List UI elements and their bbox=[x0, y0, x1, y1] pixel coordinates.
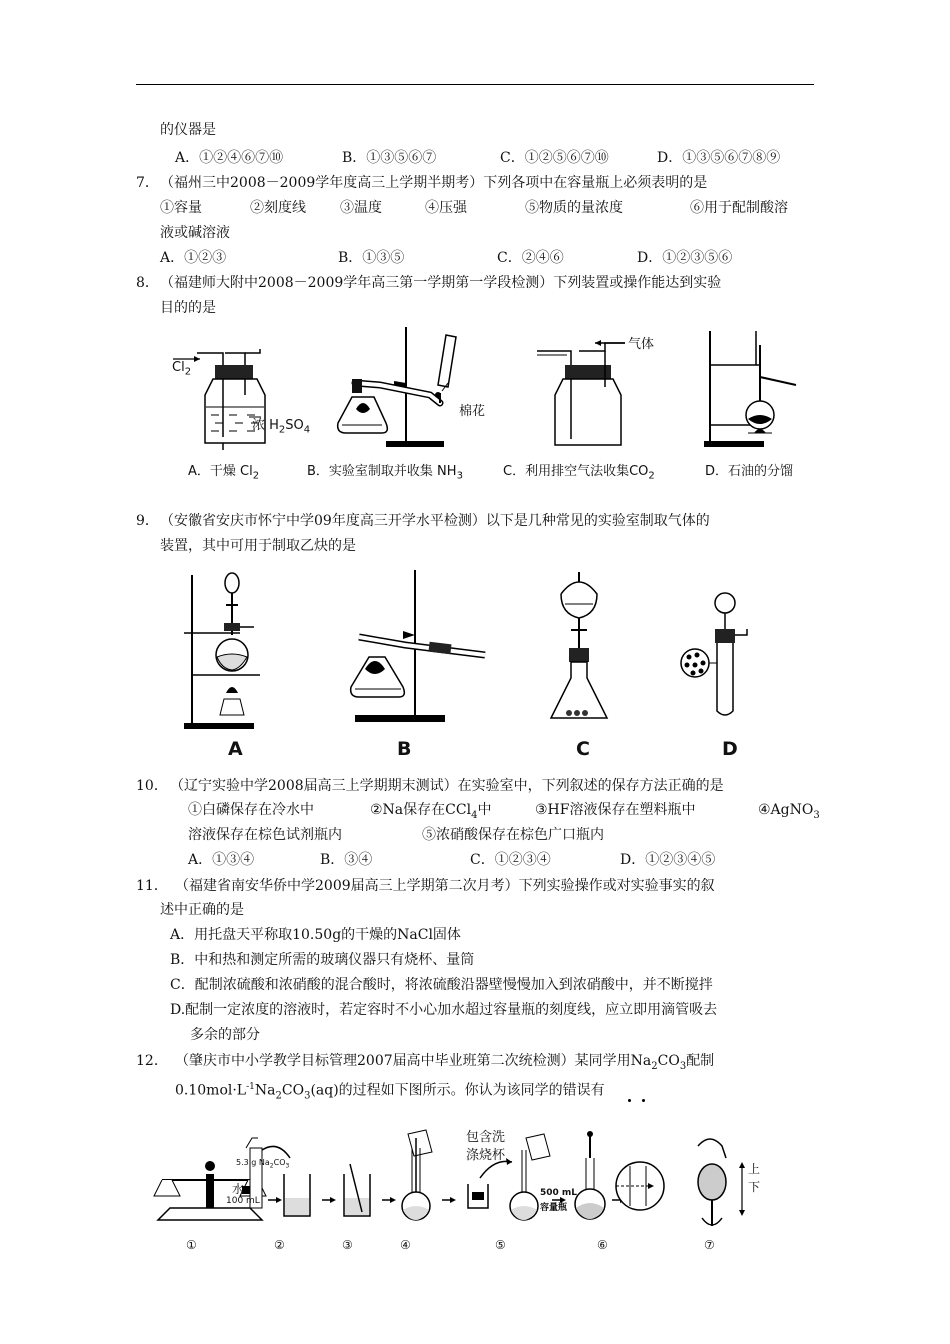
q6-option-b: B．①③⑤⑥⑦ bbox=[342, 150, 437, 166]
q7-stem: （福州三中2008－2009学年度高三上学期半期考）下列各项中在容量瓶上必须表明的是 bbox=[160, 175, 708, 191]
q10-item-3: ③HF溶液保存在塑料瓶中 bbox=[535, 802, 696, 818]
q10-item-4: ④AgNO$_3$ bbox=[758, 802, 820, 821]
q10-option-b: B．③④ bbox=[320, 852, 373, 868]
q11-option-a: A．用托盘天平称取10.50g的干燥的NaCl固体 bbox=[170, 927, 461, 943]
q8-stem-cont: 目的的是 bbox=[160, 300, 216, 316]
q8-cotton-label: 棉花 bbox=[459, 404, 486, 419]
q10-item-4-cont: 溶液保存在棕色试剂瓶内 bbox=[188, 827, 342, 843]
dropper-illustration bbox=[575, 1131, 605, 1219]
q8-cl2-label: $Cl_2$ bbox=[172, 360, 192, 378]
q9-apparatus-c bbox=[545, 570, 615, 730]
q8-apparatus-d bbox=[700, 325, 810, 455]
q6-stem-cont: 的仪器是 bbox=[160, 122, 216, 138]
q7-number: 7． bbox=[136, 175, 159, 191]
q7-option-b: B．①③⑤ bbox=[338, 250, 405, 266]
emphasis-dot bbox=[642, 1099, 645, 1102]
q12-stem: （肇庆市中小学教学目标管理2007届高中毕业班第二次统检测）某同学用$Na_2CO_3$配制 bbox=[175, 1053, 715, 1072]
emphasis-dot bbox=[628, 1099, 631, 1102]
q8-gas-label: 气体 bbox=[628, 337, 655, 352]
q10-item-5: ⑤浓硝酸保存在棕色广口瓶内 bbox=[422, 827, 604, 843]
transfer-illustration bbox=[402, 1130, 432, 1220]
q11-option-d: D.配制一定浓度的溶液时，若定容时不小心加水超过容量瓶的刻度线，应立即用滴管吸去 bbox=[170, 1002, 718, 1018]
q6-option-a: A．①②④⑥⑦⑩ bbox=[175, 150, 284, 166]
q7-item-4: ④压强 bbox=[425, 200, 467, 216]
q9-number: 9． bbox=[136, 513, 159, 529]
q9-caption-d: D bbox=[722, 738, 738, 760]
q11-stem: （福建省南安华侨中学2009届高三上学期第二次月考）下列实验操作或对实验事实的叙 bbox=[175, 878, 715, 894]
q7-option-d: D．①②③⑤⑥ bbox=[637, 250, 733, 266]
q12-step-3: ③ bbox=[342, 1238, 353, 1252]
q10-option-c: C．①②③④ bbox=[470, 852, 551, 868]
q12-number: 12． bbox=[136, 1053, 168, 1069]
q10-option-a: A．①③④ bbox=[188, 852, 255, 868]
q12-water-label: 水 bbox=[232, 1182, 245, 1196]
q8-stem: （福建师大附中2008－2009学年高三第一学期第一学段检测）下列装置或操作能达到实验 bbox=[160, 275, 722, 291]
q8-apparatus-c bbox=[535, 335, 660, 455]
header-rule bbox=[136, 84, 814, 85]
q9-apparatus-a bbox=[180, 565, 270, 735]
q6-option-d: D．①③⑤⑥⑦⑧⑨ bbox=[657, 150, 781, 166]
q8-caption-c: C．利用排空气法收集$CO_2$ bbox=[503, 464, 655, 482]
q11-option-d-cont: 多余的部分 bbox=[190, 1027, 260, 1043]
beaker-stir-illustration bbox=[344, 1164, 370, 1216]
q11-option-c: C．配制浓硫酸和浓硝酸的混合酸时，将浓硫酸沿器壁慢慢加入到浓硝酸中，并不断搅拌 bbox=[170, 977, 713, 993]
q12-up-label: 上 bbox=[748, 1162, 761, 1176]
q7-item-5: ⑤物质的量浓度 bbox=[525, 200, 623, 216]
q8-caption-d: D．石油的分馏 bbox=[705, 464, 794, 479]
q7-item-3: ③温度 bbox=[340, 200, 382, 216]
q8-apparatus-b bbox=[330, 325, 470, 455]
q12-wash-label-1: 包含洗 bbox=[466, 1130, 506, 1145]
q8-caption-b: B．实验室制取并收集 $NH_3$ bbox=[307, 464, 463, 482]
q7-option-c: C．②④⑥ bbox=[497, 250, 564, 266]
balance-illustration bbox=[154, 1161, 266, 1220]
q7-item-1: ①容量 bbox=[160, 200, 202, 216]
q6-option-c: C．①②⑤⑥⑦⑩ bbox=[500, 150, 609, 166]
invert-illustration bbox=[698, 1139, 726, 1226]
q7-option-a: A．①②③ bbox=[160, 250, 227, 266]
q11-number: 11． bbox=[136, 878, 168, 894]
q7-item-6-cont: 液或碱溶液 bbox=[160, 225, 230, 241]
q9-caption-a: A bbox=[228, 738, 243, 760]
q10-item-2: ②Na保存在CCl$_4$中 bbox=[370, 802, 492, 821]
q12-step-6: ⑥ bbox=[597, 1238, 608, 1252]
q12-flask-label-2: 容量瓶 bbox=[540, 1203, 568, 1213]
q11-option-b: B．中和热和测定所需的玻璃仪器只有烧杯、量筒 bbox=[170, 952, 475, 968]
q12-step-7: ⑦ bbox=[704, 1238, 715, 1252]
q7-item-2: ②刻度线 bbox=[250, 200, 306, 216]
q9-apparatus-d bbox=[675, 585, 765, 725]
q12-wash-label-2: 涤烧杯 bbox=[466, 1148, 506, 1163]
q10-option-d: D．①②③④⑤ bbox=[620, 852, 716, 868]
q12-down-label: 下 bbox=[748, 1180, 761, 1194]
q8-number: 8． bbox=[136, 275, 159, 291]
q12-step-2: ② bbox=[274, 1238, 285, 1252]
q12-stem-line2: $0.10mol\cdot L^{-1}Na_2CO_3(aq)$的过程如下图所示。你认为该同学的错误有 bbox=[175, 1082, 605, 1102]
q12-step-4: ④ bbox=[400, 1238, 411, 1252]
q10-item-1: ①白磷保存在冷水中 bbox=[188, 802, 314, 818]
q12-balance-label: 5.3 g $Na_2CO_3$ bbox=[236, 1158, 290, 1170]
q9-caption-c: C bbox=[576, 738, 590, 760]
q9-apparatus-b bbox=[345, 565, 495, 735]
magnify-circle-illustration bbox=[616, 1162, 664, 1210]
q8-caption-a: A．干燥 $Cl_2$ bbox=[188, 464, 260, 482]
q8-h2so4-label: 浓 $H_2SO_4$ bbox=[252, 418, 311, 436]
q11-stem-cont: 述中正确的是 bbox=[160, 902, 244, 918]
q12-step-5: ⑤ bbox=[495, 1238, 506, 1252]
q10-number: 10． bbox=[136, 778, 168, 794]
q12-ml-label: 100 mL bbox=[226, 1196, 260, 1206]
q12-flask-label-1: 500 mL bbox=[540, 1188, 578, 1198]
q9-stem-cont: 装置，其中可用于制取乙炔的是 bbox=[160, 538, 356, 554]
q10-stem: （辽宁实验中学2008届高三上学期期末测试）在实验室中，下列叙述的保存方法正确的是 bbox=[170, 778, 724, 794]
q12-step-1: ① bbox=[186, 1238, 197, 1252]
q9-caption-b: B bbox=[397, 738, 412, 760]
q7-item-6: ⑥用于配制酸溶 bbox=[690, 200, 788, 216]
q9-stem: （安徽省安庆市怀宁中学09年度高三开学水平检测）以下是几种常见的实验室制取气体的 bbox=[160, 513, 710, 529]
